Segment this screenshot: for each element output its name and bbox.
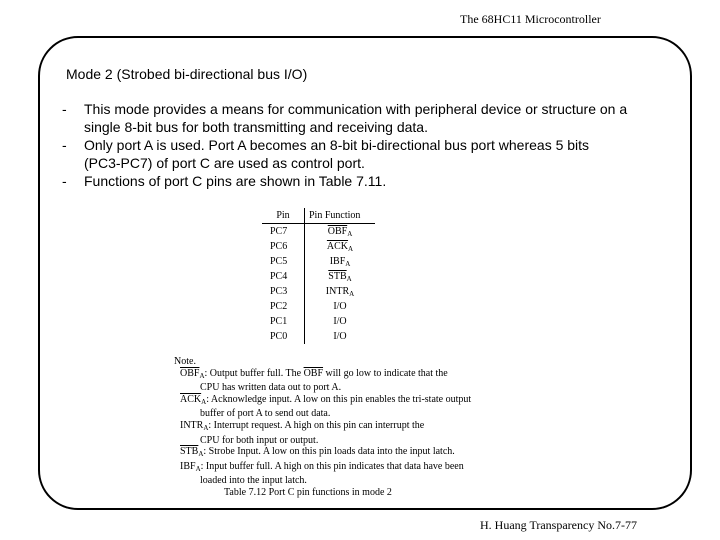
table-row bbox=[262, 254, 375, 269]
pin-cell: PC7 bbox=[262, 224, 305, 240]
pin-cell: PC2 bbox=[262, 299, 305, 314]
pin-function-table bbox=[262, 208, 375, 344]
bullet-list bbox=[62, 100, 720, 190]
function-cell: $\overline{STB}_A$ bbox=[328, 270, 352, 283]
notes-block bbox=[174, 356, 524, 487]
function-column-header: Pin Function bbox=[305, 208, 376, 224]
table-row bbox=[262, 329, 375, 344]
pin-cell: PC4 bbox=[262, 269, 305, 284]
function-cell: $INTR_A$ bbox=[325, 285, 355, 298]
footer-text: H. Huang Transparency No.7-77 bbox=[480, 518, 637, 532]
function-cell: I/O bbox=[333, 315, 347, 327]
bullet-line: single 8-bit bus for both transmitting and receiving data. bbox=[84, 119, 428, 135]
note-intr: $INTR_A$: Interrupt request. A high on this pin can interrupt the bbox=[180, 419, 425, 432]
table-row bbox=[262, 284, 375, 299]
function-cell: I/O bbox=[333, 300, 347, 312]
table-row bbox=[262, 224, 375, 240]
table-header-row bbox=[262, 208, 375, 224]
slide-title: Mode 2 (Strobed bi-directional bus I/O) bbox=[66, 66, 308, 82]
note-ibf-cont: loaded into the input latch. bbox=[200, 475, 307, 487]
note-ibf: $IBF_A$: Input buffer full. A high on this pin indicates that data have been bbox=[180, 460, 464, 473]
bullet-item bbox=[62, 172, 720, 190]
note-stb: $\overline{STB}_A$: Strobe Input. A low on this pin loads data into the input latch. bbox=[180, 446, 455, 459]
pin-cell: PC0 bbox=[262, 329, 305, 344]
table-row bbox=[262, 239, 375, 254]
bullet-dash: - bbox=[62, 173, 67, 189]
pin-cell: PC3 bbox=[262, 284, 305, 299]
bullet-line: This mode provides a means for communication with peripheral device or structure on a bbox=[84, 101, 628, 117]
pin-column-header: Pin bbox=[262, 208, 305, 224]
function-cell: $IBF_A$ bbox=[329, 255, 351, 268]
pin-cell: PC1 bbox=[262, 314, 305, 329]
note-obf: $\overline{OBF}_A$: Output buffer full. The $\overline{OBF}$ will go low to indicate that the bbox=[180, 367, 448, 380]
note-ack: $\overline{ACK}_A$: Acknowledge input. A low on this pin enables the tri-state output bbox=[180, 393, 472, 406]
bullet-item bbox=[62, 136, 720, 172]
bullet-item bbox=[62, 100, 720, 136]
table-row bbox=[262, 269, 375, 284]
bullet-line: (PC3-PC7) of port C are used as control port. bbox=[84, 155, 365, 171]
notes-heading: Note. bbox=[174, 356, 196, 367]
table-caption: Table 7.12 Port C pin functions in mode 2 bbox=[224, 487, 392, 498]
note-obf-cont: CPU has written data out to port A. bbox=[200, 382, 342, 394]
function-cell: I/O bbox=[333, 330, 347, 342]
table-row bbox=[262, 314, 375, 329]
note-intr-cont: CPU for both input or output. bbox=[200, 434, 319, 446]
function-cell: $\overline{OBF}_A$ bbox=[327, 225, 353, 238]
pin-cell: PC5 bbox=[262, 254, 305, 269]
function-cell: $\overline{ACK}_A$ bbox=[326, 240, 354, 253]
bullet-dash: - bbox=[62, 101, 67, 117]
note-ack-cont: buffer of port A to send out data. bbox=[200, 408, 331, 420]
bullet-line: Functions of port C pins are shown in Table 7.11. bbox=[84, 173, 387, 189]
header-title: The 68HC11 Microcontroller bbox=[460, 12, 601, 26]
table-row bbox=[262, 299, 375, 314]
bullet-dash: - bbox=[62, 137, 67, 153]
pin-cell: PC6 bbox=[262, 239, 305, 254]
bullet-line: Only port A is used. Port A becomes an 8-bit bi-directional bus port whereas 5 bits bbox=[84, 137, 590, 153]
